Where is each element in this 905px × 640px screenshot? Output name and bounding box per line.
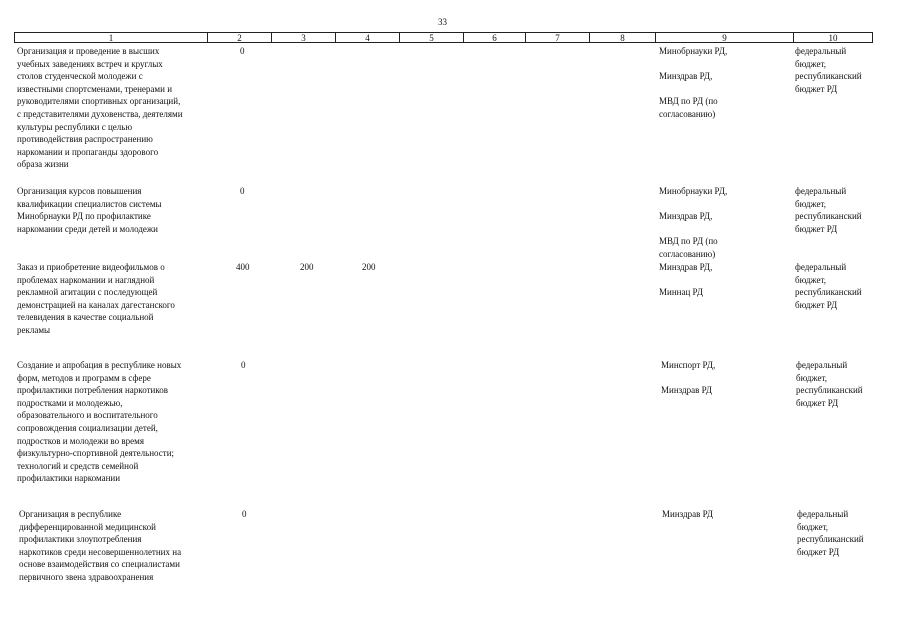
row-responsible: Минздрав РД (662, 509, 714, 519)
table-header (14, 32, 873, 44)
column-header-9: 9 (655, 32, 793, 43)
row-funding: федеральный бюджет, республиканский бюджет РД (796, 360, 863, 408)
column-header-2: 2 (207, 32, 271, 43)
row-description: Организация курсов повышения квалификации специалистов системы Минобрнауки РД по профилактике наркомании среди детей и молодежи (17, 186, 162, 234)
row-description: Создание и апробация в республике новых форм, методов и программ в сфере профилактики потребления наркотиков подростками и молодежью, образовательного и воспитательного сопровождения социализации детей, подростков и молодежи во время физкультурно-спортивной деятельности; технологий и средств семейной профилактики наркомании (17, 360, 182, 484)
row-responsible: Минобрнауки РД, Минздрав РД, МВД по РД (по согласованию) (659, 46, 728, 119)
row-funding: федеральный бюджет, республиканский бюджет РД (795, 186, 862, 234)
column-header-8: 8 (589, 32, 655, 43)
row-responsible: Минспорт РД, Минздрав РД (661, 360, 716, 396)
column-header-3: 3 (271, 32, 335, 43)
page-number: 33 (438, 17, 447, 27)
row-description: Заказ и приобретение видеофильмов о проблемах наркомании и наглядной рекламной агитации с последующей демонстрацией на каналах дагестанского телевидения в качестве социальной рекламы (17, 262, 175, 335)
row-funding: федеральный бюджет, республиканский бюджет РД (795, 262, 862, 310)
row-funding: федеральный бюджет, республиканский бюджет РД (797, 509, 864, 557)
row-value-col3: 200 (300, 262, 314, 272)
column-header-4: 4 (335, 32, 399, 43)
row-responsible: Минобрнауки РД, Минздрав РД, МВД по РД (по согласованию) (659, 186, 728, 259)
row-description: Организация в республике дифференцированной медицинской профилактики злоупотребления наркотиков среди несовершеннолетних на основе взаимодействия со специалистами первичного звена здравоохранения (19, 509, 182, 582)
row-value-col2: 0 (240, 186, 245, 196)
row-responsible: Минздрав РД, Миннац РД (659, 262, 713, 298)
row-value-col2: 400 (236, 262, 250, 272)
column-header-10: 10 (793, 32, 873, 43)
column-header-7: 7 (525, 32, 589, 43)
row-funding: федеральный бюджет, республиканский бюджет РД (795, 46, 862, 94)
row-value-col4: 200 (362, 262, 376, 272)
row-description: Организация и проведение в высших учебных заведениях встреч и круглых столов студенческой молодежи с известными спортсменами, тренерами и руководителями спортивных организаций, с представителями духовенства, деятелями культуры республики с целью противодействия распространению наркомании и пропаганды здорового образа жизни (17, 46, 183, 170)
column-header-6: 6 (463, 32, 525, 43)
column-header-5: 5 (399, 32, 463, 43)
row-value-col2: 0 (241, 360, 246, 370)
row-value-col2: 0 (242, 509, 247, 519)
row-value-col2: 0 (240, 46, 245, 56)
column-header-1: 1 (14, 32, 207, 43)
